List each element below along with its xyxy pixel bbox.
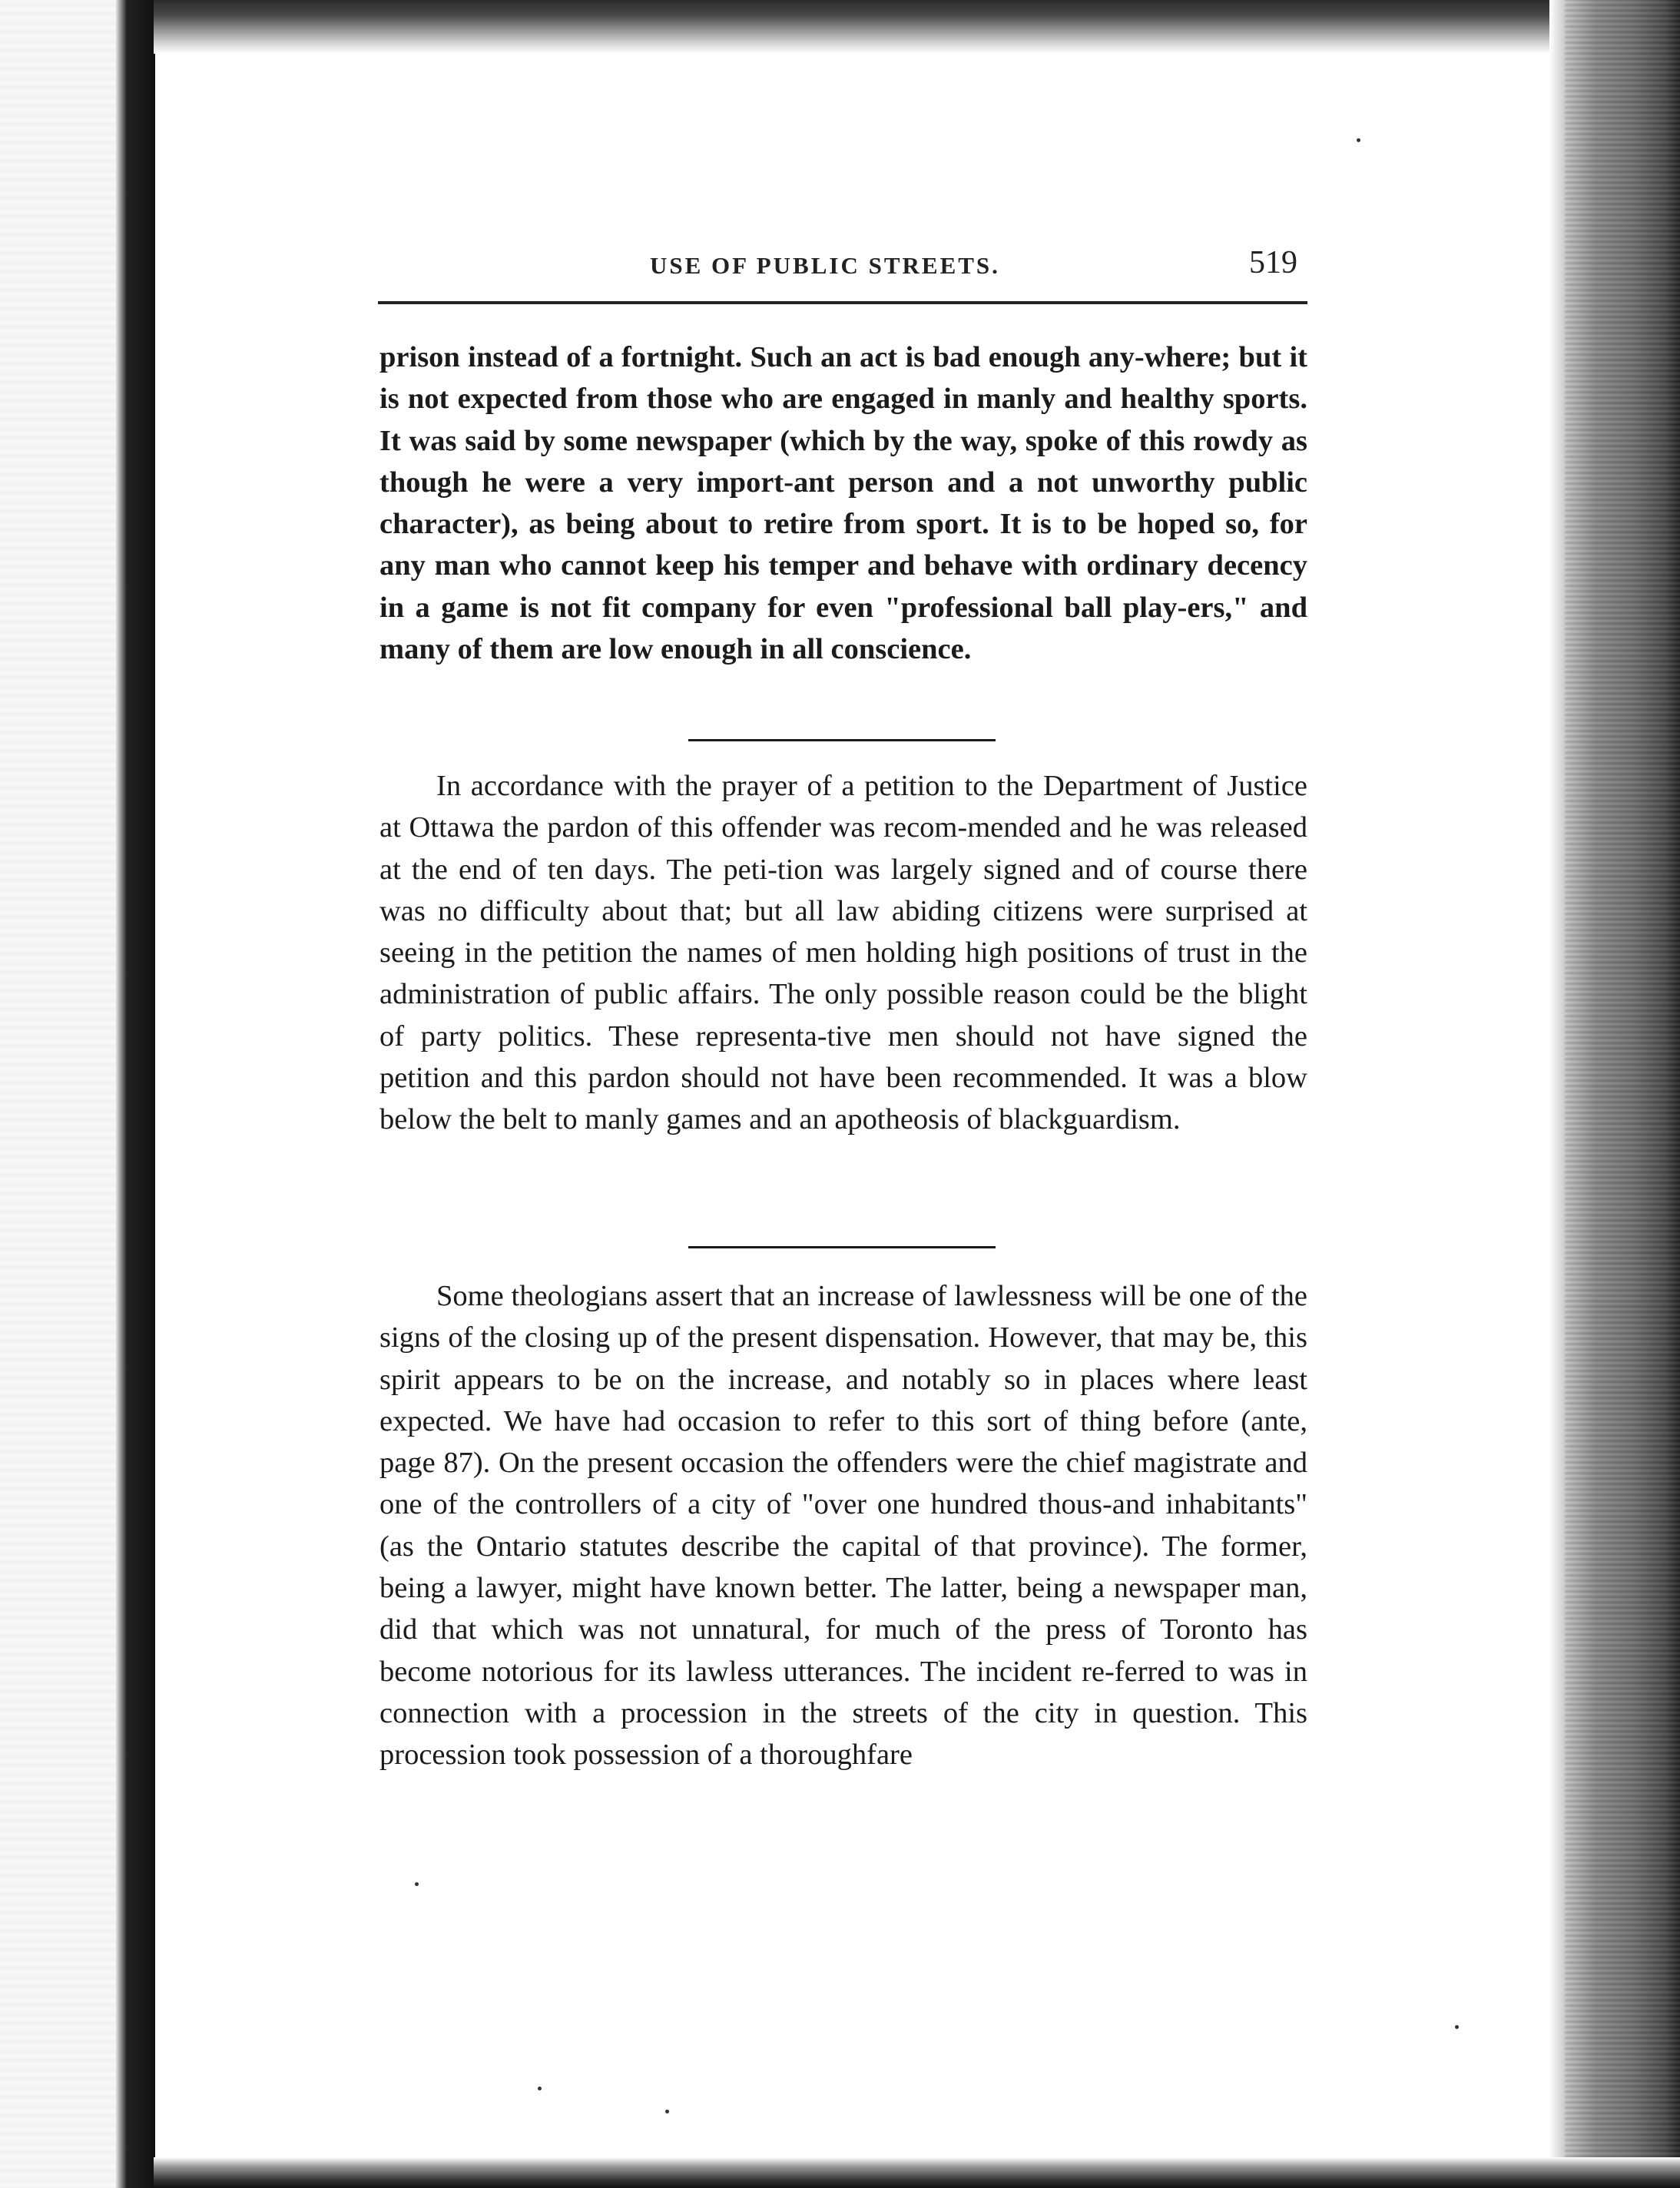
page-number: 519 [1249, 245, 1297, 280]
running-title: USE OF PUBLIC STREETS. [650, 252, 1000, 279]
scan-speck [415, 1882, 419, 1886]
scan-speck [1455, 2025, 1459, 2029]
scan-bottom-margin [154, 2157, 1680, 2188]
paragraph-continued: prison instead of a fortnight. Such an act is bad enough any-where; but it is not expected from those who are engaged in manly and healthy sports. It was said by some newspaper (which by the way, spoke of this rowdy as though he were a very import-ant person and a not unworthy public character), as being about to retire from sport. It is to be hoped so, for any man who cannot keep his temper and behave with ordinary decency in a game is not fit company for even "professional ball play-ers," and many of them are low enough in all conscience. [379, 341, 1307, 666]
section-divider [688, 1246, 996, 1248]
section-divider [688, 739, 996, 741]
scan-left-texture [0, 0, 115, 2188]
scan-speck [1357, 138, 1360, 142]
scan-right-texture [1565, 0, 1680, 2188]
scan-speck [538, 2087, 542, 2090]
paragraph-pardon: In accordance with the prayer of a petition to the Department of Justice at Ottawa the pardon of this offender was recom-mended and he was released at the end of ten days. The peti-tion was largely signed and of course there was no difficulty about that; but all law abiding citizens were surprised at seeing in the petition the names of men holding high positions of trust in the administration of public affairs. The only possible reason could be the blight of party politics. These representa-tive men should not have signed the petition and this pardon should not have been recommended. It was a blow below the belt to manly games and an apotheosis of blackguardism. [379, 770, 1307, 1136]
running-head [381, 244, 1303, 290]
paragraph-lawlessness: Some theologians assert that an increase of lawlessness will be one of the signs of the closing up of the present dispensation. However, that may be, this spirit appears to be on the increase, and notably so in places where least expected. We have had occasion to refer to this sort of thing before (ante, page 87). On the present occasion the offenders were the chief magistrate and one of the controllers of a city of "over one hundred thous-and inhabitants" (as the Ontario statutes describe the capital of that province). The former, being a lawyer, might have known better. The latter, being a newspaper man, did that which was not unnatural, for much of the press of Toronto has become notorious for its lawless utterances. The incident re-ferred to was in connection with a procession in the streets of the city in question. This procession took possession of a thoroughfare [379, 1280, 1307, 1772]
scan-top-margin [154, 0, 1680, 54]
scan-speck [665, 2110, 669, 2113]
header-rule [378, 301, 1307, 304]
scan-page-edge [151, 31, 155, 2182]
